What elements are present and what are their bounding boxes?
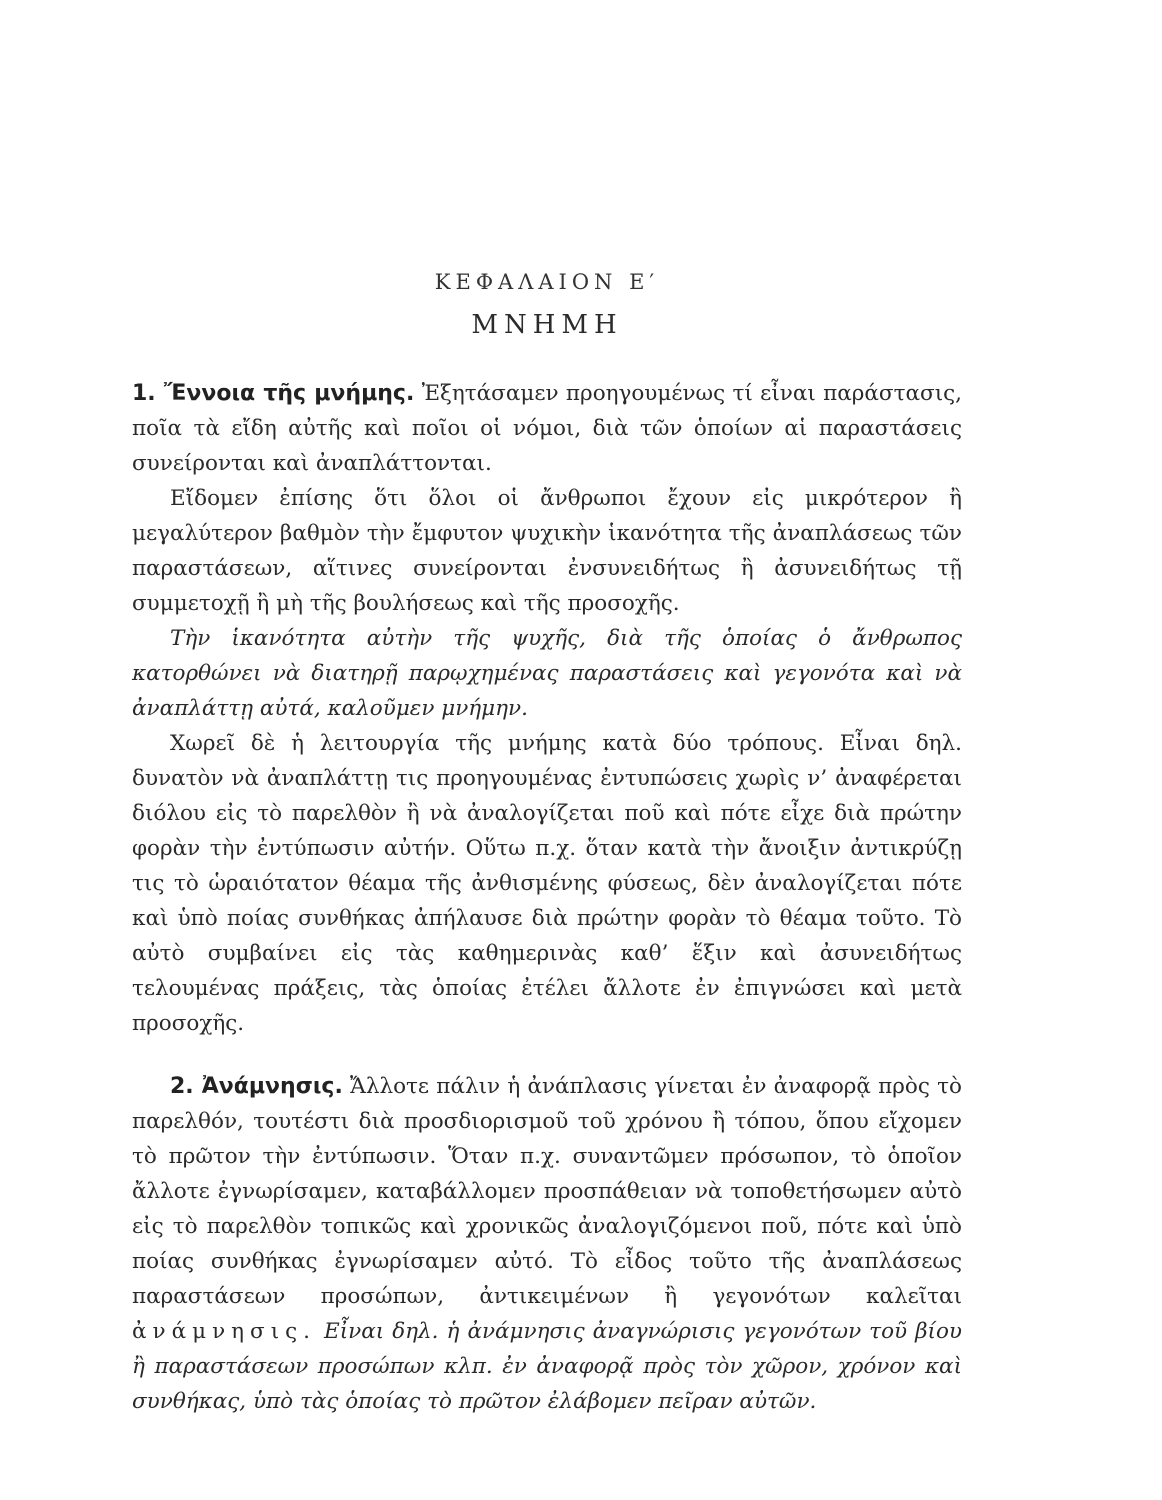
section-2-text-b: Εἶναι δηλ. ἡ ἀνάμνησις ἀναγνώρισις γεγονότων τοῦ βίου ἢ παραστάσεων προσώπων κλπ. ἐν ἀναφορᾷ πρὸς τὸν χῶρον, χρόνον καὶ συνθήκας, ὑπὸ τὰς ὁποίας τὸ πρῶτον ἐλάβομεν πεῖραν αὐτῶν. [132,1319,962,1414]
section-2-heading: 2. Ἀνάμνησις. [170,1074,343,1099]
section-gap [132,1041,962,1069]
section-1-paragraph-4: Χωρεῖ δὲ ἡ λειτουργία τῆς μνήμης κατὰ δύο τρόπους. Εἶναι δηλ. δυνατὸν νὰ ἀναπλάττῃ τις προηγουμένας ἐντυπώσεις χωρὶς ν’ ἀναφέρεται διόλου εἰς τὸ παρελθὸν ἢ νὰ ἀναλογίζεται ποῦ καὶ πότε εἶχε διὰ πρώτην φορὰν τὴν ἐντύπωσιν αὐτήν. Οὕτω π.χ. ὅταν κατὰ τὴν ἄνοιξιν ἀντικρύζῃ τις τὸ ὡραιότατον θέαμα τῆς ἀνθισμένης φύσεως, δὲν ἀναλογίζεται πότε καὶ ὑπὸ ποίας συνθήκας ἀπήλαυσε διὰ πρώτην φορὰν τὸ θέαμα τοῦτο. Τὸ αὐτὸ συμβαίνει εἰς τὰς καθημερινὰς καθ’ ἕξιν καὶ ἀσυνειδήτως τελουμένας πράξεις, τὰς ὁποίας ἐτέλει ἄλλοτε ἐν ἐπιγνώσει καὶ μετὰ προσοχῆς. [132,731,962,1036]
section-1-heading: 1. Ἔννοια τῆς μνήμης. [132,381,415,406]
section-2-paragraph [132,1069,962,1419]
chapter-title: ΜΝΗΜΗ [471,310,623,340]
section-2-text-a: Ἄλλοτε πάλιν ἡ ἀνάπλασις γίνεται ἐν ἀναφορᾷ πρὸς τὸ παρελθόν, τουτέστι διὰ προσδιορισμοῦ τοῦ χρόνου ἢ τόπου, ὅπου εἴχομεν τὸ πρῶτον τὴν ἐντύπωσιν. Ὅταν π.χ. συναντῶμεν πρόσωπον, τὸ ὁποῖον ἄλλοτε ἐγνωρίσαμεν, καταβάλλομεν προσπάθειαν νὰ τοποθετήσωμεν αὐτὸ εἰς τὸ παρελθὸν τοπικῶς καὶ χρονικῶς ἀναλογιζόμενοι ποῦ, πότε καὶ ὑπὸ ποίας συνθήκας ἐγνωρίσαμεν αὐτό. Τὸ εἶδος τοῦτο τῆς ἀναπλάσεως παραστάσεων προσώπων, ἀντικειμένων ἢ γεγονότων καλεῖται [132,1074,962,1309]
section-1-intro-text: Ἐξητάσαμεν προηγουμένως τί εἶναι παράστασις, ποῖα τὰ εἴδη αὐτῆς καὶ ποῖοι οἱ νόμοι, διὰ τῶν ὁποίων αἱ παραστάσεις συνείρονται καὶ ἀναπλάττονται. [132,381,963,476]
section-2-term: ἀνάμνησις. [132,1319,317,1344]
section-1-paragraph-2: Εἴδομεν ἐπίσης ὅτι ὅλοι οἱ ἄνθρωποι ἔχουν εἰς μικρότερον ἢ μεγαλύτερον βαθμὸν τὴν ἔμφυτον ψυχικὴν ἱκανότητα τῆς ἀναπλάσεως τῶν παραστάσεων, αἵτινες συνείρονται ἐνσυνειδήτως ἢ ἀσυνειδήτως τῇ συμμετοχῇ ἢ μὴ τῆς βουλήσεως καὶ τῆς προσοχῆς. [132,486,962,616]
section-1-definition: Τὴν ἱκανότητα αὐτὴν τῆς ψυχῆς, διὰ τῆς ὁποίας ὁ ἄνθρωπος κατορθώνει νὰ διατηρῇ παρῳχημένας παραστάσεις καὶ γεγονότα καὶ νὰ ἀναπλάττῃ αὐτά, καλοῦμεν μνήμην. [132,626,962,721]
page [132,270,962,1419]
chapter-label: ΚΕΦΑΛΑΙΟΝ Ε′ [434,270,660,294]
section-1-intro [132,376,962,481]
